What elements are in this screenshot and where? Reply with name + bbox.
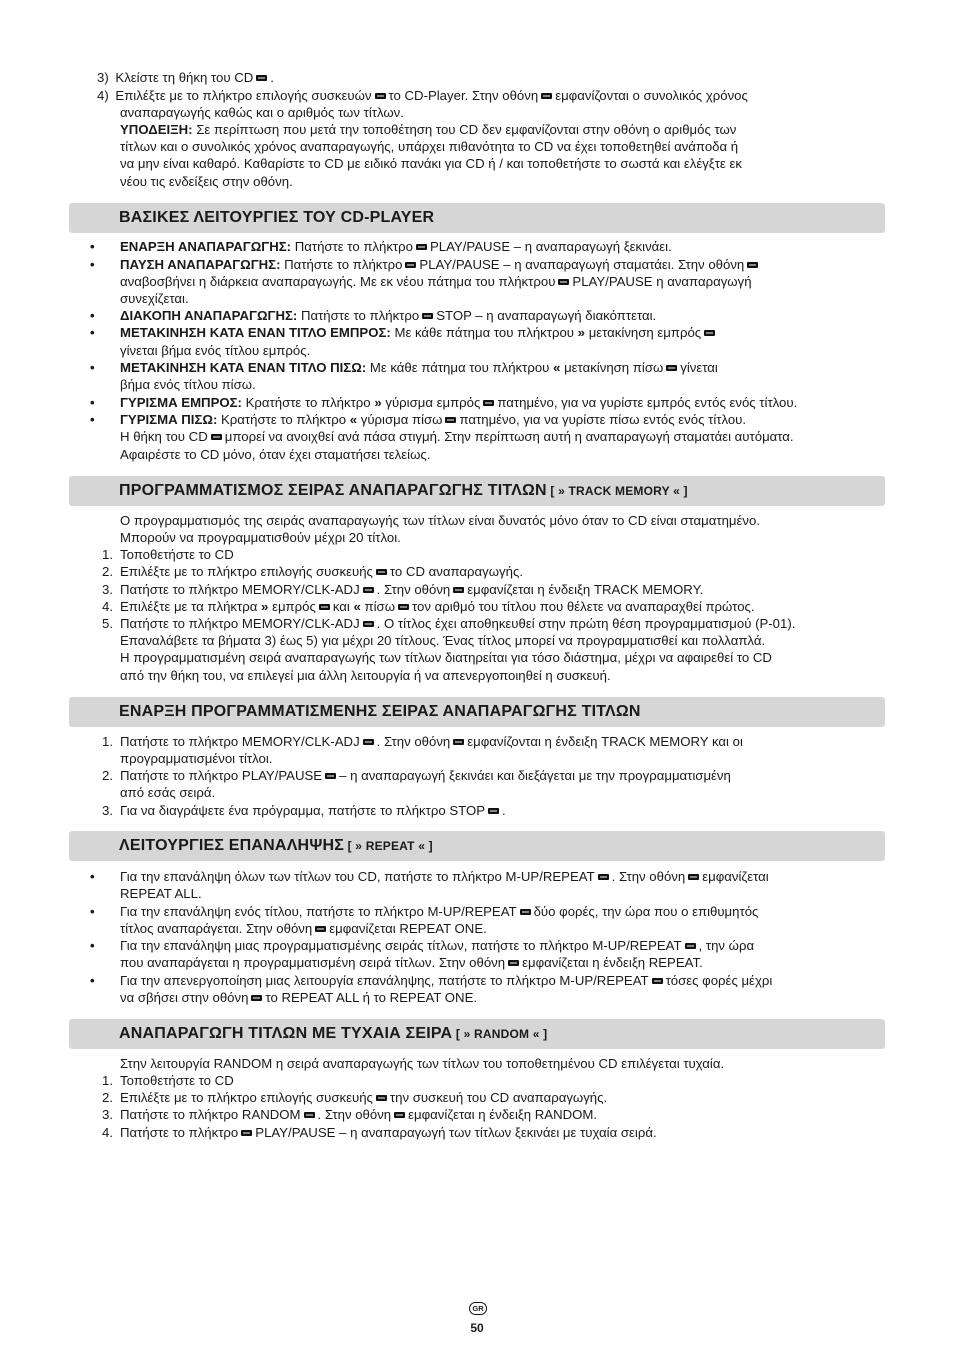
section-header-start-programmed bbox=[69, 697, 885, 727]
intro-step-3: 3) Κλείστε τη θήκη του CD . bbox=[97, 70, 274, 85]
skip-forward-arrows: » bbox=[374, 395, 382, 410]
hint-line-3: να μην είναι καθαρό. Καθαρίστε το CD με ειδικό πανάκι για CD ή / και τοποθετήστε το σωστά και ελέγξτε εκ bbox=[120, 156, 742, 171]
program-step-1: Πατήστε το πλήκτρο MEMORY/CLK-ADJ . Στην οθόνη εμφανίζονται η ένδειξη TRACK MEMORY και οι bbox=[120, 734, 743, 749]
bullet: • bbox=[90, 360, 95, 375]
section-header-basic-functions bbox=[69, 203, 885, 233]
section-subtitle: [ » TRACK MEMORY « ] bbox=[546, 484, 688, 498]
skip-forward-arrows: » bbox=[261, 599, 269, 614]
skip-forward-arrows: » bbox=[577, 325, 586, 340]
step-number: 4. bbox=[102, 599, 113, 614]
memory-step-5-line-4: από την θήκη του, να επιλεγεί μια άλλη λειτουργία ή να απενεργοποιηθεί η συσκευή. bbox=[120, 668, 611, 683]
item-pause-playback: ΠΑΥΣΗ ΑΝΑΠΑΡΑΓΩΓΗΣ: Πατήστε το πλήκτρο PLAY/PAUSE – η αναπαραγωγή σταματάει. Στην οθόνη bbox=[120, 256, 761, 273]
repeat-one-item-line-2: τίτλος αναπαράγεται. Στην οθόνη εμφανίζεται REPEAT ONE. bbox=[120, 921, 487, 936]
key-reference-icon bbox=[541, 93, 552, 99]
intro-step-4: 4) Επιλέξτε με το πλήκτρο επιλογής συσκευών το CD-Player. Στην οθόνη εμφανίζονται ο συνολικός χρόνος bbox=[97, 88, 748, 103]
key-reference-icon bbox=[422, 313, 433, 319]
memory-step-5-line-3: Η προγραμματισμένη σειρά αναπαραγωγής των τίτλων διατηρείται για τόσο διάστημα, μέχρι να αφαιρεθεί το CD bbox=[120, 650, 772, 665]
hint-line-1: ΥΠΟΔΕΙΞΗ: Σε περίπτωση που μετά την τοποθέτηση του CD δεν εμφανίζονται στην οθόνη ο αριθμός των bbox=[120, 122, 737, 137]
repeat-off-item-line-2: να σβήσει στην οθόνη το REPEAT ALL ή το REPEAT ONE. bbox=[120, 990, 478, 1005]
program-step-2: Πατήστε το πλήκτρο PLAY/PAUSE – η αναπαραγωγή ξεκινάει και διεξάγεται με την προγραμματισμένη bbox=[120, 768, 731, 783]
section-header-track-memory bbox=[69, 476, 885, 506]
memory-intro-2: Μπορούν να προγραμματισθούν μέχρι 20 τίτλοι. bbox=[120, 530, 401, 545]
key-reference-icon bbox=[256, 75, 267, 81]
key-reference-icon bbox=[375, 93, 386, 99]
page-number: 50 bbox=[470, 1321, 484, 1335]
key-reference-icon bbox=[685, 943, 696, 949]
language-badge-icon: GR bbox=[469, 1302, 487, 1315]
key-reference-icon bbox=[315, 926, 326, 932]
key-reference-icon bbox=[666, 365, 677, 371]
key-reference-icon bbox=[376, 569, 387, 575]
step-number: 1. bbox=[102, 734, 113, 749]
section-title: ΛΕΙΤΟΥΡΓΙΕΣ ΕΠΑΝΑΛΗΨΗΣ [ » REPEAT « ] bbox=[119, 837, 433, 854]
key-reference-icon bbox=[508, 960, 519, 966]
random-step-2: Επιλέξτε με το πλήκτρο επιλογής συσκευής την συσκευή του CD αναπαραγωγής. bbox=[120, 1090, 608, 1105]
memory-intro-1: Ο προγραμματισμός της σειράς αναπαραγωγής των τίτλων είναι δυνατός μόνο όταν το CD είναι σταματημένο. bbox=[120, 513, 760, 528]
key-reference-icon bbox=[652, 978, 663, 984]
item-rewind: ΓΥΡΙΣΜΑ ΠΙΣΩ: Κρατήστε το πλήκτρο « γύρισμα πίσω πατημένο, για να γυρίστε πίσω εντός ενός τίτλου. bbox=[120, 412, 747, 427]
bullet: • bbox=[90, 257, 95, 272]
hint-label: ΥΠΟΔΕΙΞΗ: bbox=[120, 122, 193, 137]
key-reference-icon bbox=[558, 279, 569, 285]
memory-step-2: Επιλέξτε με το πλήκτρο επιλογής συσκευής το CD αναπαραγωγής. bbox=[120, 564, 523, 579]
step-number: 2. bbox=[102, 768, 113, 783]
key-reference-icon bbox=[520, 909, 531, 915]
random-step-3: Πατήστε το πλήκτρο RANDOM . Στην οθόνη εμφανίζεται η ένδειξη RANDOM. bbox=[120, 1107, 598, 1122]
bullet: • bbox=[90, 869, 95, 884]
key-reference-icon bbox=[416, 244, 427, 250]
step-number: 1. bbox=[102, 1073, 113, 1088]
key-reference-icon bbox=[251, 995, 262, 1001]
repeat-one-item: Για την επανάληψη ενός τίτλου, πατήστε το πλήκτρο M-UP/REPEAT δύο φορές, την ώρα που ο επιθυμητός bbox=[120, 904, 759, 919]
key-reference-icon bbox=[483, 400, 494, 406]
key-reference-icon bbox=[325, 773, 336, 779]
bullet: • bbox=[90, 938, 95, 953]
cd-tray-note-1: Η θήκη του CD μπορεί να ανοιχθεί ανά πάσα στιγμή. Στην περίπτωση αυτή η αναπαραγωγή σταματάει αυτόματα. bbox=[120, 429, 794, 444]
step-number: 3. bbox=[102, 1107, 113, 1122]
skip-back-arrows: « bbox=[353, 599, 361, 614]
item-pause-line-2: αναβοσβήνει η διάρκεια αναπαραγωγής. Με εκ νέου πάτημα του πλήκτρου PLAY/PAUSE η αναπαραγωγή bbox=[120, 274, 752, 289]
cd-tray-note-2: Αφαιρέστε το CD μόνο, όταν έχει σταματήσει τελείως. bbox=[120, 447, 431, 462]
key-reference-icon bbox=[363, 739, 374, 745]
random-intro: Στην λειτουργία RANDOM η σειρά αναπαραγωγής των τίτλων του τοποθετημένου CD επιλέγεται τυχαία. bbox=[120, 1056, 725, 1071]
section-title: ΒΑΣΙΚΕΣ ΛΕΙΤΟΥΡΓΙΕΣ ΤΟΥ CD-PLAYER bbox=[119, 209, 435, 226]
item-skip-forward-line-2: γίνεται βήμα ενός τίτλου εμπρός. bbox=[120, 343, 311, 358]
step-number: 3. bbox=[102, 582, 113, 597]
section-title: ΕΝΑΡΞΗ ΠΡΟΓΡΑΜΜΑΤΙΣΜΕΝΗΣ ΣΕΙΡΑΣ ΑΝΑΠΑΡΑΓΩΓΗΣ ΤΙΤΛΩΝ bbox=[119, 703, 641, 720]
step-number: 4. bbox=[102, 1125, 113, 1140]
key-reference-icon bbox=[304, 1112, 315, 1118]
memory-step-5: Πατήστε το πλήκτρο MEMORY/CLK-ADJ . Ο τίτλος έχει αποθηκευθεί στην πρώτη θέση προγραμματισμού (P-01). bbox=[120, 616, 796, 631]
memory-step-4: Επιλέξτε με τα πλήκτρα » εμπρός και « πίσω τον αριθμό του τίτλου που θέλετε να αναπαραχθεί πρώτος. bbox=[120, 599, 755, 614]
step-number: 3. bbox=[102, 803, 113, 818]
intro-step-4-cont: αναπαραγωγής καθώς και ο αριθμός των τίτλων. bbox=[120, 105, 404, 120]
bullet: • bbox=[90, 325, 95, 340]
item-start-playback: ΕΝΑΡΞΗ ΑΝΑΠΑΡΑΓΩΓΗΣ: Πατήστε το πλήκτρο PLAY/PAUSE – η αναπαραγωγή ξεκινάει. bbox=[120, 239, 672, 254]
bullet: • bbox=[90, 239, 95, 254]
item-skip-back-line-2: βήμα ενός τίτλου πίσω. bbox=[120, 377, 256, 392]
key-reference-icon bbox=[704, 330, 715, 336]
repeat-off-item: Για την απενεργοποίηση μιας λειτουργία επανάληψης, πατήστε το πλήκτρο M-UP/REPEAT τόσες φορές μέχρι bbox=[120, 973, 773, 988]
memory-step-1: Τοποθετήστε το CD bbox=[120, 547, 234, 562]
step-number: 2. bbox=[102, 1090, 113, 1105]
skip-back-arrows: « bbox=[553, 360, 561, 375]
step-number: 1. bbox=[102, 547, 113, 562]
bullet: • bbox=[90, 395, 95, 410]
memory-step-3: Πατήστε το πλήκτρο MEMORY/CLK-ADJ . Στην οθόνη εμφανίζεται η ένδειξη TRACK MEMORY. bbox=[120, 582, 704, 597]
step-number: 3) bbox=[97, 70, 109, 85]
program-step-1-line-2: προγραμματισμένοι τίτλοι. bbox=[120, 751, 273, 766]
key-reference-icon bbox=[241, 1130, 252, 1136]
bullet: • bbox=[90, 973, 95, 988]
hint-line-2: τίτλων και ο συνολικός χρόνος αναπαραγωγής, υπάρχει πιθανότητα το CD να έχει τοποθετηθεί ανάποδα ή bbox=[120, 139, 739, 154]
item-pause-line-3: συνεχίζεται. bbox=[120, 291, 189, 306]
repeat-all-item-line-2: REPEAT ALL. bbox=[120, 886, 202, 901]
bullet: • bbox=[90, 308, 95, 323]
memory-step-5-line-2: Επαναλάβετε τα βήματα 3) έως 5) για μέχρι 20 τίτλους. Ένας τίτλος μπορεί να προγραμματισθεί και πολλαπλά. bbox=[120, 633, 766, 648]
repeat-program-item-line-2: που αναπαράγεται η προγραμματισμένη σειρά τίτλων. Στην οθόνη εμφανίζεται η ένδειξη REPEAT. bbox=[120, 955, 703, 970]
item-stop-playback: ΔΙΑΚΟΠΗ ΑΝΑΠΑΡΑΓΩΓΗΣ: Πατήστε το πλήκτρο STOP – η αναπαραγωγή διακόπτεται. bbox=[120, 308, 657, 323]
program-step-2-line-2: από εσάς σειρά. bbox=[120, 785, 216, 800]
key-reference-icon bbox=[747, 262, 758, 268]
repeat-all-item: Για την επανάληψη όλων των τίτλων του CD, πατήστε το πλήκτρο M-UP/REPEAT . Στην οθόνη εμφανίζεται bbox=[120, 869, 769, 884]
item-skip-forward: ΜΕΤΑΚΙΝΗΣΗ ΚΑΤΑ ΕΝΑΝ ΤΙΤΛΟ ΕΜΠΡΟΣ: Με κάθε πάτημα του πλήκτρου » μετακίνηση εμπρός bbox=[120, 324, 718, 341]
key-reference-icon bbox=[398, 604, 409, 610]
key-reference-icon bbox=[394, 1112, 405, 1118]
section-header-repeat bbox=[69, 831, 885, 861]
step-number: 5. bbox=[102, 616, 113, 631]
bullet: • bbox=[90, 904, 95, 919]
program-step-3: Για να διαγράψετε ένα πρόγραμμα, πατήστε το πλήκτρο STOP . bbox=[120, 803, 506, 818]
key-reference-icon bbox=[319, 604, 330, 610]
section-subtitle: [ » REPEAT « ] bbox=[344, 839, 433, 853]
item-fast-forward: ΓΥΡΙΣΜΑ ΕΜΠΡΟΣ: Κρατήστε το πλήκτρο » γύρισμα εμπρός πατημένο, για να γυρίστε εμπρός εντός ενός τίτλου. bbox=[120, 395, 798, 410]
step-number: 4) bbox=[97, 88, 109, 103]
key-reference-icon bbox=[598, 874, 609, 880]
section-subtitle: [ » RANDOM « ] bbox=[452, 1027, 548, 1041]
hint-line-4: νέου τις ενδείξεις στην οθόνη. bbox=[120, 174, 293, 189]
key-reference-icon bbox=[488, 808, 499, 814]
key-reference-icon bbox=[405, 262, 416, 268]
random-step-4: Πατήστε το πλήκτρο PLAY/PAUSE – η αναπαραγωγή των τίτλων ξεκινάει με τυχαία σειρά. bbox=[120, 1125, 657, 1140]
key-reference-icon bbox=[363, 621, 374, 627]
key-reference-icon bbox=[453, 739, 464, 745]
key-reference-icon bbox=[211, 434, 222, 440]
random-step-1: Τοποθετήστε το CD bbox=[120, 1073, 234, 1088]
item-skip-back: ΜΕΤΑΚΙΝΗΣΗ ΚΑΤΑ ΕΝΑΝ ΤΙΤΛΟ ΠΙΣΩ: Με κάθε πάτημα του πλήκτρου « μετακίνηση πίσω γίνεται bbox=[120, 360, 718, 375]
repeat-program-item: Για την επανάληψη μιας προγραμματισμένης σειράς τίτλων, πατήστε το πλήκτρο M-UP/REPEAT , την ώρα bbox=[120, 938, 755, 953]
section-title: ΑΝΑΠΑΡΑΓΩΓΗ ΤΙΤΛΩΝ ΜΕ ΤΥΧΑΙΑ ΣΕΙΡΑ [ » RANDOM « ] bbox=[119, 1025, 548, 1042]
bullet: • bbox=[90, 412, 95, 427]
key-reference-icon bbox=[445, 417, 456, 423]
key-reference-icon bbox=[688, 874, 699, 880]
key-reference-icon bbox=[453, 587, 464, 593]
step-number: 2. bbox=[102, 564, 113, 579]
section-header-random bbox=[69, 1019, 885, 1049]
key-reference-icon bbox=[363, 587, 374, 593]
skip-back-arrows: « bbox=[349, 412, 358, 427]
section-title: ΠΡΟΓΡΑΜΜΑΤΙΣΜΟΣ ΣΕΙΡΑΣ ΑΝΑΠΑΡΑΓΩΓΗΣ ΤΙΤΛΩΝ [ » TRACK MEMORY « ] bbox=[119, 482, 688, 499]
key-reference-icon bbox=[376, 1095, 387, 1101]
